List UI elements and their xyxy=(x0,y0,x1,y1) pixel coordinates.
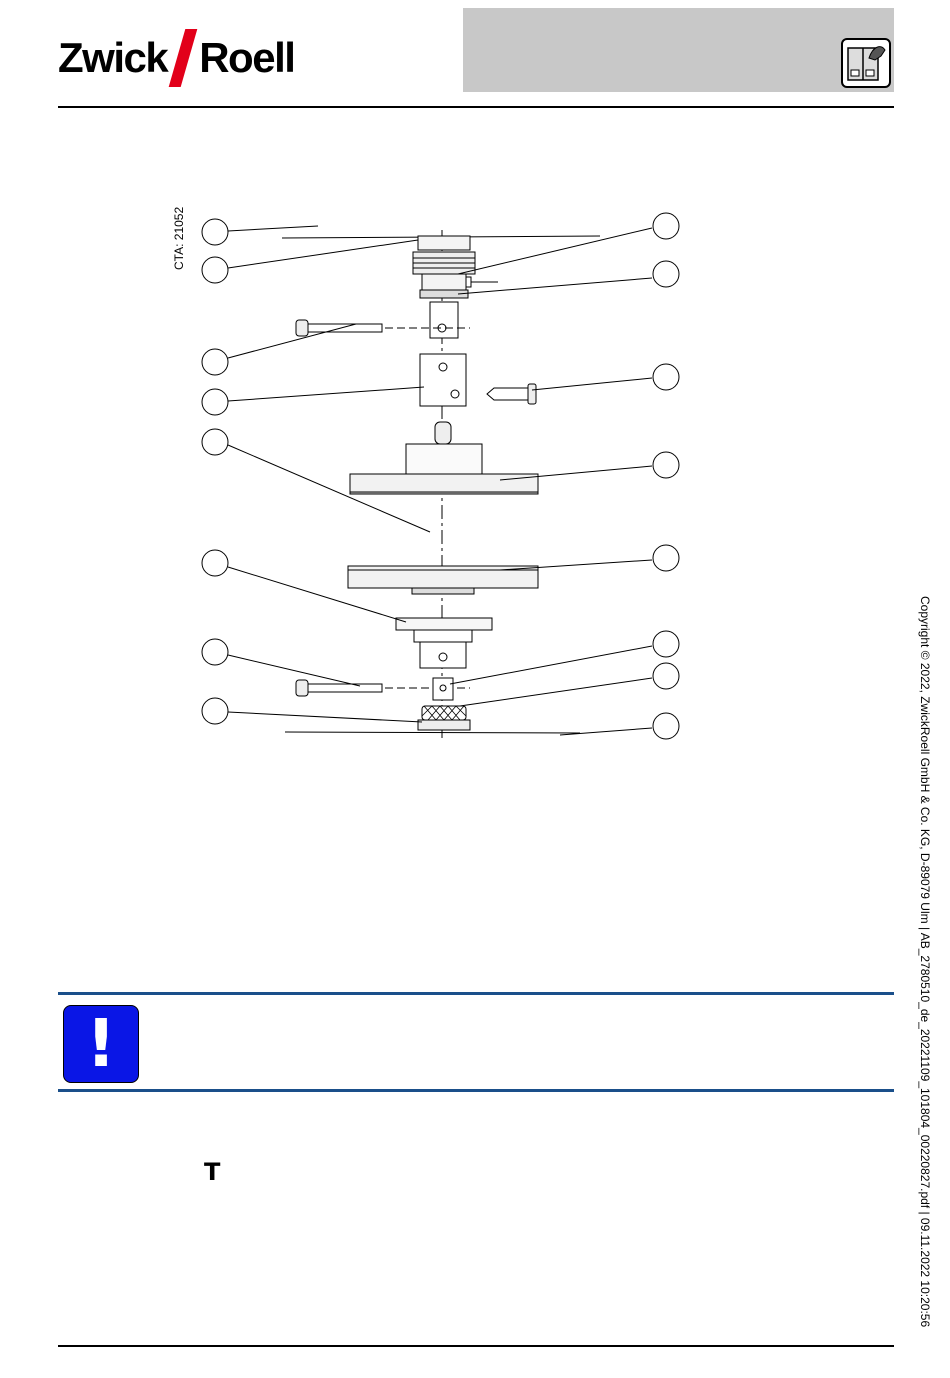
logo-slash xyxy=(169,29,198,87)
exploded-assembly-drawing xyxy=(160,190,720,760)
t-marker: T xyxy=(204,1158,221,1186)
logo-text-roell: Roell xyxy=(199,34,295,81)
header-rule xyxy=(58,106,894,108)
footer-rule xyxy=(58,1345,894,1347)
warning-exclamation-icon: ! xyxy=(63,1005,139,1083)
logo-text-zwick: Zwick xyxy=(58,34,168,81)
notice-box xyxy=(58,992,894,1092)
user-manual-icon xyxy=(841,38,891,88)
zwickroell-logo xyxy=(58,26,294,90)
header-panel xyxy=(463,8,894,92)
cta-label: CTA: 21052 xyxy=(172,206,186,270)
copyright-notice: Copyright © 2022, ZwickRoell GmbH & Co. KG, D-89079 Ulm | AB_2780510_de_20221109_101804_00220827.pdf | 09.11.2022 10:20:56 xyxy=(918,596,932,1328)
